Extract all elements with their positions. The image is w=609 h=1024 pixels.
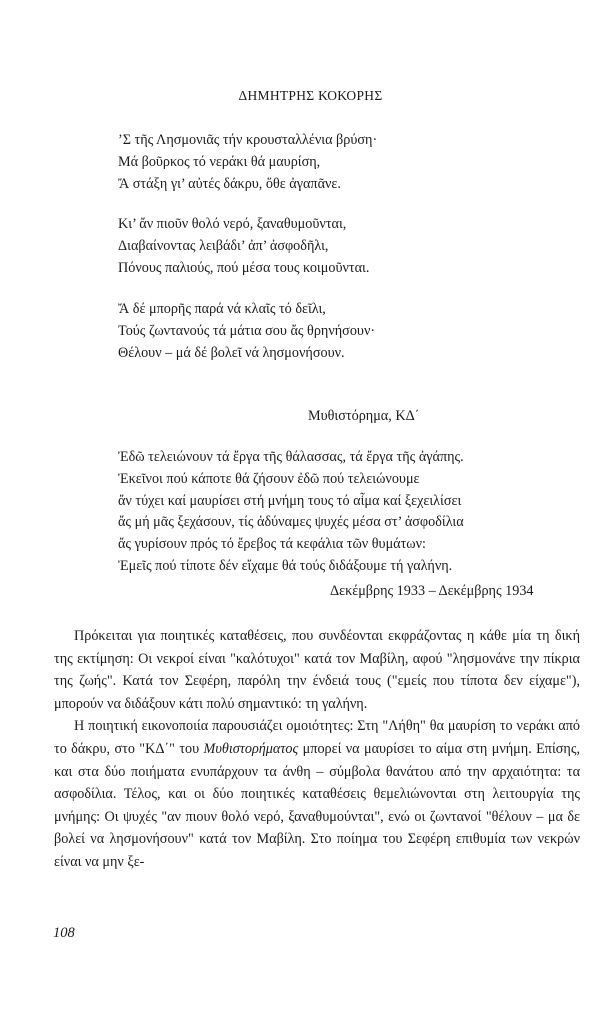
page-number: 108	[53, 925, 75, 941]
verse-line: Ἄ στάξη γι’ αὐτές δάκρυ, ὅθε ἀγαπᾶνε.	[118, 176, 341, 192]
verse-line: Ἐκεῖνοι πού κάποτε θά ζήσουν ἐδῶ πού τελειώνουμε	[118, 470, 420, 487]
verse-line: ἄς μή μᾶς ξεχάσουν, τίς ἀδύναμες ψυχές μέσα στ’ ἀσφοδίλια	[118, 514, 464, 531]
paragraph-2-part-b: μπορεί να μαυρίσει το αίμα στη μνήμη. Επίσης, και στα δύο ποιήματα ενυπάρχουν τα άνθη – σύμβολα θανάτου από την αρχαιότητα: τα ασφοδίλια. Τέλος, και οι δύο ποιητικές καταθέσεις θεμελιώνονται στη λειτουργία της μνήμης: Οι ψυχές "αν πιουν θολό νερό, ξαναθυμούνται", ενώ οι ζωντανοί "θέλουν – μα δε βολεί να λησμονήσουν" κατά τον Μαβίλη. Στο ποίημα του Σεφέρη επιθυμία των νεκρών είναι να μην ξε-	[54, 740, 580, 870]
verse-line: Μά βοῦρκος τό νεράκι θά μαυρίση,	[118, 154, 321, 170]
verse-line: Ἐδῶ τελειώνουν τά ἔργα τῆς θάλασσας, τά ἔργα τῆς ἀγάπης.	[118, 449, 464, 465]
verse-line: ἄς γυρίσουν πρός τό ἔρεβος τά κεφάλια τῶν θυμάτων:	[118, 536, 427, 553]
paragraph-1: Πρόκειται για ποιητικές καταθέσεις, που συνδέονται εκφράζοντας η κάθε μία τη δική της εκτίμηση: Οι νεκροί είναι "καλότυχοι" κατά τον Μαβίλη, αφού "λησμονάνε την πίκρια της ζωής". Κατά τον Σεφέρη, παρόλη την ένδειά τους ("εμείς που τίποτα δεν είχαμε"), μπορούν να διδάξουν κάτι πολύ σημαντικό: τη γαλήνη.	[54, 628, 580, 712]
paragraph-2	[54, 715, 580, 873]
poem2-body	[118, 447, 464, 578]
poem1-stanza-2	[118, 213, 369, 279]
paragraph-2-emphasis: Μυθιστορήματος	[203, 740, 299, 757]
author-heading: ΔΗΜΗΤΡΗΣ ΚΟΚΟΡΗΣ	[238, 88, 383, 103]
verse-line: Ἐμεῖς πού τίποτε δέν εἴχαμε θά τούς διδάξουμε τή γαλήνη.	[118, 557, 453, 574]
verse-line: Διαβαίνοντας λειβάδι’ ἀπ’ ἀσφοδῆλι,	[118, 238, 329, 254]
verse-line: ἄν τύχει καί μαυρίσει στή μνήμη τους τό αἷμα καί ξεχειλίσει	[118, 492, 462, 509]
verse-line: Τούς ζωντανούς τά μάτια σου ἄς θρηνήσουν·	[118, 323, 376, 339]
poem2-title: Μυθιστόρημα, ΚΔ΄	[308, 408, 420, 424]
poem2-date: Δεκέμβρης 1933 – Δεκέμβρης 1934	[330, 583, 534, 599]
commentary-text	[54, 625, 580, 874]
verse-line: ’Σ τῆς Λησμονιᾶς τήν κρουσταλλένια βρύση·	[118, 132, 378, 148]
verse-line: Θέλουν – μά δέ βολεῖ νά λησμονήσουν.	[118, 345, 345, 361]
poem1-stanza-1	[118, 129, 377, 195]
verse-line: Πόνους παλιούς, πού μέσα τους κοιμοῦνται.	[118, 260, 370, 276]
paragraph-2-part-a: Η ποιητική εικονοποιία παρουσιάζει ομοιότητες: Στη "Λήθη" θα μαυρίση το νεράκι από το δάκρυ, στο "ΚΔ΄" του	[54, 718, 580, 757]
verse-line: Ἄ δέ μπορῆς παρά νά κλαῖς τό δεῖλι,	[118, 301, 326, 317]
verse-line: Κι’ ἄν πιοῦν θολό νερό, ξαναθυμοῦνται,	[118, 216, 347, 232]
poem1-stanza-3	[118, 298, 375, 364]
